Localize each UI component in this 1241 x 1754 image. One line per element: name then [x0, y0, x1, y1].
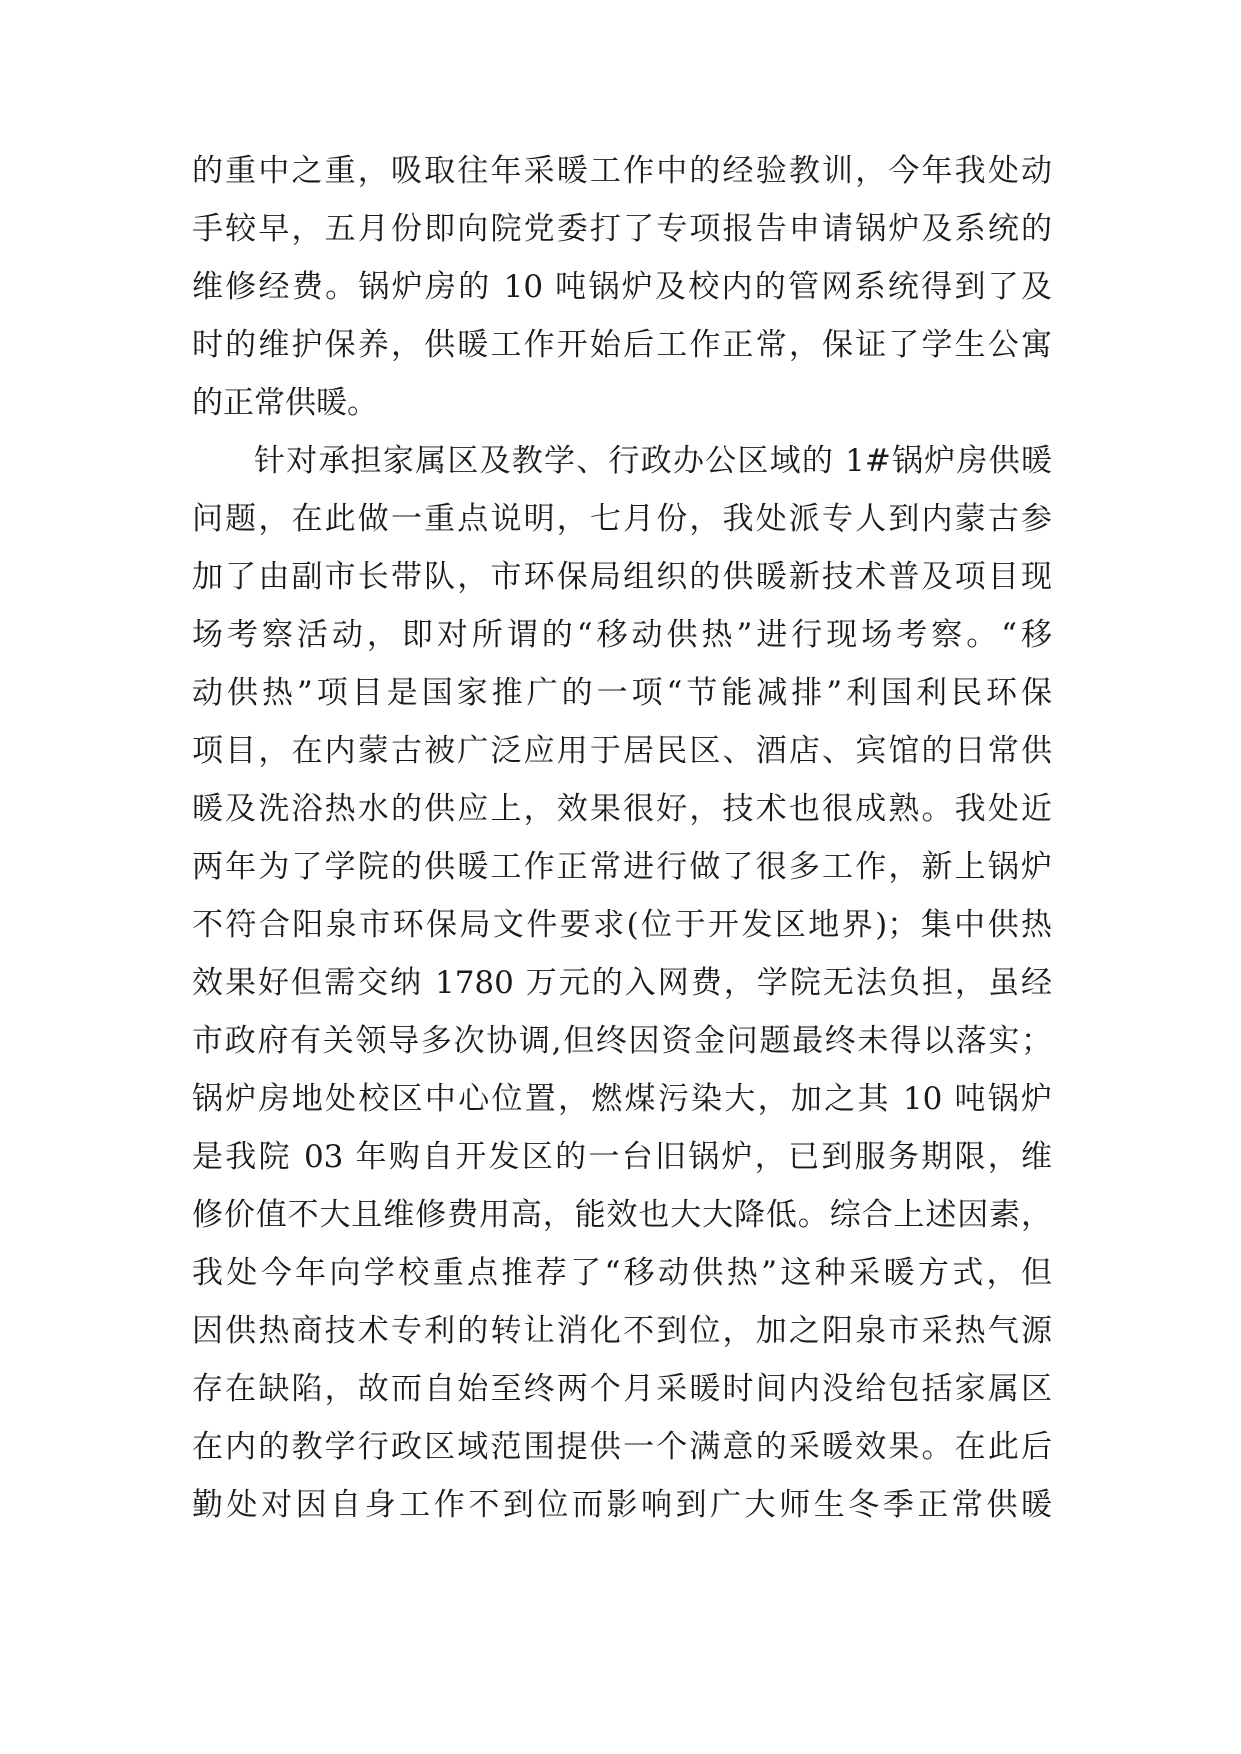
text-line: 修价值不大且维修费用高，能效也大大降低。综合上述因素， [192, 1197, 1052, 1233]
text-line: 维修经费。锅炉房的 10 吨锅炉及校内的管网系统得到了及 [192, 269, 1052, 305]
text-line: 手较早，五月份即向院党委打了专项报告申请锅炉及系统的 [192, 211, 1052, 247]
text-line: 场考察活动，即对所谓的“移动供热”进行现场考察。“移 [192, 617, 1052, 653]
body-text [192, 142, 1052, 1534]
text-line: 我处今年向学校重点推荐了“移动供热”这种采暖方式，但 [192, 1255, 1052, 1291]
text-line: 不符合阳泉市环保局文件要求(位于开发区地界)；集中供热 [192, 907, 1052, 943]
text-line: 存在缺陷，故而自始至终两个月采暖时间内没给包括家属区 [192, 1371, 1052, 1407]
text-line: 效果好但需交纳 1780 万元的入网费，学院无法负担，虽经 [192, 965, 1052, 1001]
text-line: 两年为了学院的供暖工作正常进行做了很多工作，新上锅炉 [192, 849, 1052, 885]
text-line: 问题，在此做一重点说明，七月份，我处派专人到内蒙古参 [192, 501, 1052, 537]
text-line: 市政府有关领导多次协调,但终因资金问题最终未得以落实； [192, 1023, 1052, 1059]
text-line: 的重中之重，吸取往年采暖工作中的经验教训，今年我处动 [192, 153, 1052, 189]
paragraph-1 [192, 142, 1052, 432]
text-line: 勤处对因自身工作不到位而影响到广大师生冬季正常供暖 [192, 1487, 1052, 1523]
text-line: 锅炉房地处校区中心位置，燃煤污染大，加之其 10 吨锅炉 [192, 1081, 1052, 1117]
text-line: 因供热商技术专利的转让消化不到位，加之阳泉市采热气源 [192, 1313, 1052, 1349]
text-line: 项目，在内蒙古被广泛应用于居民区、酒店、宾馆的日常供 [192, 733, 1052, 769]
text-line: 暖及洗浴热水的供应上，效果很好，技术也很成熟。我处近 [192, 791, 1052, 827]
text-line: 在内的教学行政区域范围提供一个满意的采暖效果。在此后 [192, 1429, 1052, 1465]
text-line: 动供热”项目是国家推广的一项“节能减排”利国利民环保 [192, 675, 1052, 711]
paragraph-2 [192, 432, 1052, 1534]
text-line: 是我院 03 年购自开发区的一台旧锅炉，已到服务期限，维 [192, 1139, 1052, 1175]
text-line: 的正常供暖。 [192, 385, 378, 421]
text-line: 加了由副市长带队，市环保局组织的供暖新技术普及项目现 [192, 559, 1052, 595]
text-line: 时的维护保养，供暖工作开始后工作正常，保证了学生公寓 [192, 327, 1052, 363]
text-line: 针对承担家属区及教学、行政办公区域的 1#锅炉房供暖 [254, 443, 1052, 479]
